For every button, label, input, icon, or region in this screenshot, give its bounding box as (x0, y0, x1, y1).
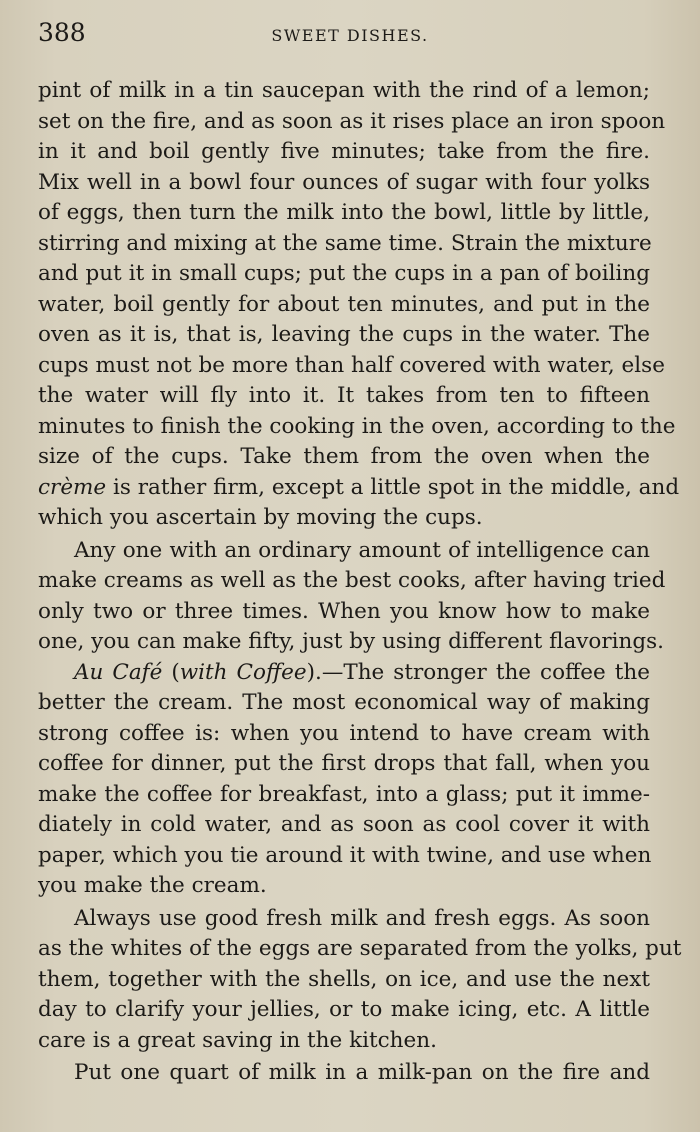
text-line: day to clarify your jellies, or to make icing, etc. A little (38, 997, 650, 1022)
text-line: minutes to finish the cooking in the oven, according to the (38, 413, 676, 439)
text-line: size of the cups. Take them from the oven when the (38, 444, 650, 469)
body-text (38, 76, 682, 1089)
text-line: one, you can make fifty, just by using different flavorings. (38, 629, 664, 654)
page-number: 388 (38, 18, 86, 47)
text-line: only two or three times. When you know how to make (38, 598, 650, 624)
page-header (38, 18, 642, 48)
paragraph (38, 76, 680, 534)
text-line: Mix well in a bowl four ounces of sugar with four yolks (38, 169, 650, 195)
paragraph (38, 1058, 650, 1089)
text-line: make the coffee for breakfast, into a glass; put it imme- (38, 781, 650, 807)
text-line: diately in cold water, and as soon as cool cover it with (38, 812, 650, 837)
text-line: coffee for dinner, put the first drops that fall, when you (38, 751, 650, 776)
text-line: oven as it is, that is, leaving the cups in the water. The (38, 322, 650, 347)
text-line: you make the cream. (38, 873, 267, 898)
text-line: set on the fire, and as soon as it rises place an iron spoon (38, 108, 666, 134)
text-line: and put it in small cups; put the cups in a pan of boiling (38, 261, 650, 286)
running-head: SWEET DISHES. (271, 26, 429, 45)
text-line: them, together with the shells, on ice, and use the next (38, 966, 650, 992)
text-line: in it and boil gently five minutes; take from the fire. (38, 139, 650, 164)
text-line: care is a great saving in the kitchen. (38, 1027, 437, 1053)
text-line: Au Café (with Coffee).—The stronger the coffee the (74, 659, 650, 685)
paragraph (38, 536, 666, 658)
text-line: the water will fly into it. It takes from ten to fifteen (38, 383, 650, 408)
text-line: of eggs, then turn the milk into the bowl, little by little, (38, 200, 650, 225)
paragraph (38, 658, 650, 902)
text-line: paper, which you tie around it with twine, and use when (38, 842, 652, 868)
text-line: which you ascertain by moving the cups. (38, 505, 483, 530)
text-line: stirring and mixing at the same time. Strain the mixture (38, 230, 652, 256)
text-line: better the cream. The most economical way of making (38, 690, 650, 715)
text-line: water, boil gently for about ten minutes, and put in the (38, 291, 650, 317)
text-line: pint of milk in a tin saucepan with the rind of a lemon; (38, 78, 650, 103)
text-line: make creams as well as the best cooks, after having tried (38, 568, 666, 593)
paragraph (38, 904, 682, 1057)
text-line: Always use good fresh milk and fresh eggs. As soon (74, 905, 650, 931)
text-line: Put one quart of milk in a milk-pan on the fire and (74, 1060, 650, 1085)
text-line: cups must not be more than half covered with water, else (38, 352, 665, 378)
text-line: Any one with an ordinary amount of intelligence can (74, 537, 650, 563)
text-line: as the whites of the eggs are separated from the yolks, put (38, 936, 682, 961)
text-line: crème is rather firm, except a little spot in the middle, and (38, 474, 680, 500)
text-line: strong coffee is: when you intend to have cream with (38, 720, 650, 746)
